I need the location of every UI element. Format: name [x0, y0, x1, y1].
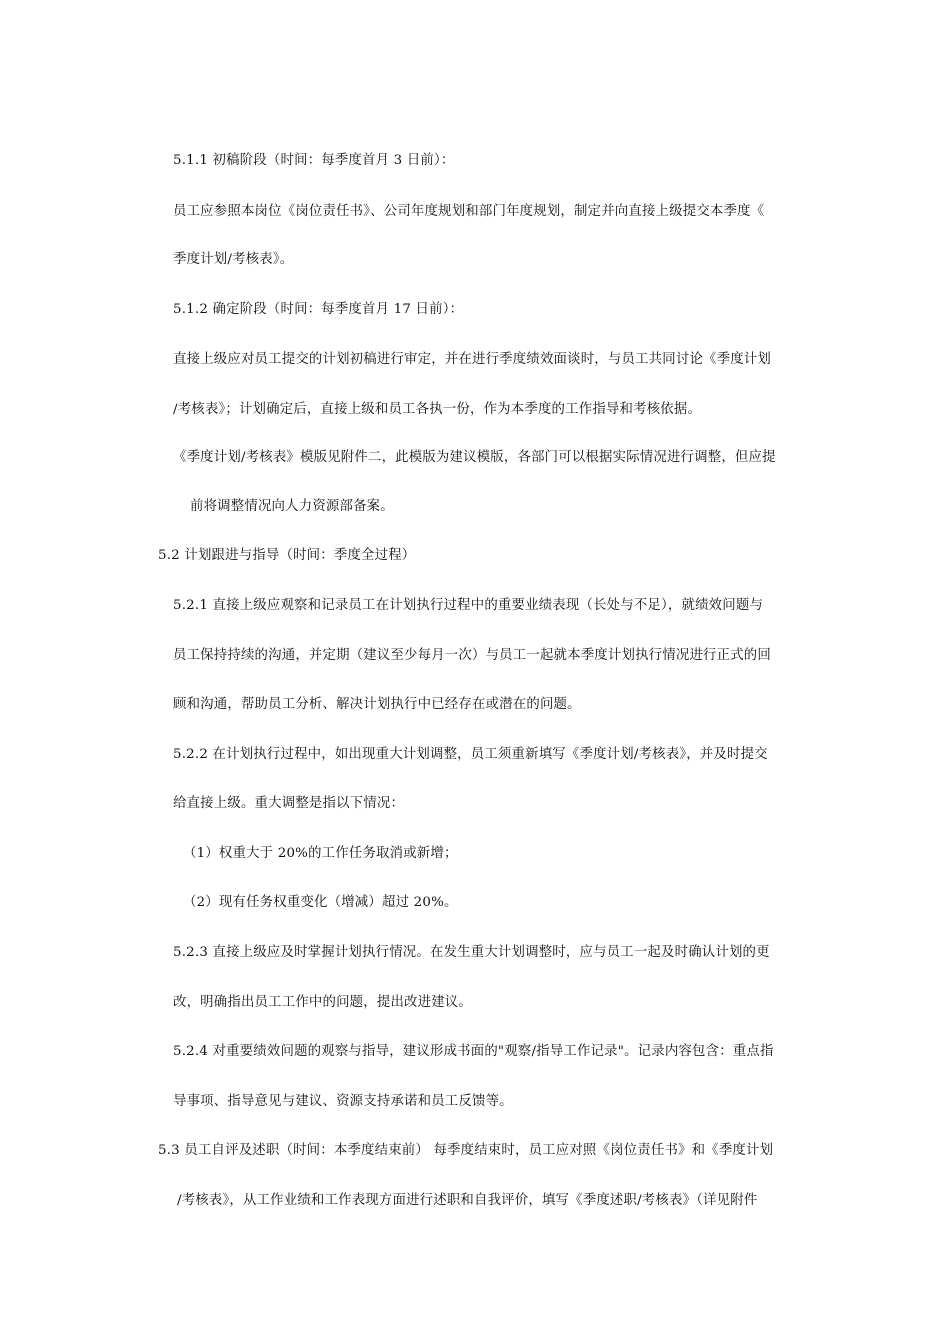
heading-5-1-1: 5.1.1 初稿阶段（时间：每季度首月 3 日前）：	[173, 153, 455, 168]
paragraph-line: /考核表》；计划确定后，直接上级和员工各执一份，作为本季度的工作指导和考核依据。	[173, 402, 702, 417]
list-item: （1）权重大于 20%的工作任务取消或新增；	[183, 846, 458, 861]
heading-5-1-2: 5.1.2 确定阶段（时间：每季度首月 17 日前）：	[173, 302, 464, 317]
paragraph-line: 员工应参照本岗位《岗位责任书》、公司年度规划和部门年度规划，制定并向直接上级提交本季度《	[173, 204, 765, 219]
paragraph-line: 《季度计划/考核表》模版见附件二，此模版为建议模版，各部门可以根据实际情况进行调整，但应提	[173, 450, 776, 465]
paragraph-line: /考核表》，从工作业绩和工作表现方面进行述职和自我评价，填写《季度述职/考核表》（详见附件	[177, 1193, 758, 1208]
paragraph-line: 前将调整情况向人力资源部备案。	[190, 499, 394, 514]
list-item: （2）现有任务权重变化（增减）超过 20%。	[183, 895, 458, 910]
paragraph-line: 导事项、指导意见与建议、资源支持承诺和员工反馈等。	[173, 1094, 513, 1109]
paragraph-line: 员工保持持续的沟通，并定期（建议至少每月一次）与员工一起就本季度计划执行情况进行正式的回	[173, 648, 771, 663]
heading-5-2: 5.2 计划跟进与指导（时间：季度全过程）	[158, 548, 416, 563]
heading-5-3: 5.3 员工自评及述职（时间：本季度结束前） 每季度结束时，员工应对照《岗位责任书》和《季度计划	[158, 1143, 774, 1158]
paragraph-5-2-1-line: 5.2.1 直接上级应观察和记录员工在计划执行过程中的重要业绩表现（长处与不足），就绩效问题与	[173, 598, 764, 613]
paragraph-line: 顾和沟通，帮助员工分析、解决计划执行中已经存在或潜在的问题。	[173, 697, 581, 712]
paragraph-line: 给直接上级。重大调整是指以下情况：	[173, 796, 405, 811]
paragraph-5-2-2-line: 5.2.2 在计划执行过程中，如出现重大计划调整，员工须重新填写《季度计划/考核表》，并及时提交	[173, 747, 768, 762]
paragraph-line: 季度计划/考核表》。	[173, 252, 294, 267]
paragraph-5-2-3-line: 5.2.3 直接上级应及时掌握计划执行情况。在发生重大计划调整时，应与员工一起及时确认计划的更	[173, 945, 770, 960]
paragraph-line: 直接上级应对员工提交的计划初稿进行审定，并在进行季度绩效面谈时，与员工共同讨论《季度计划	[173, 352, 771, 367]
paragraph-line: 改，明确指出员工工作中的问题，提出改进建议。	[173, 995, 472, 1010]
paragraph-5-2-4-line: 5.2.4 对重要绩效问题的观察与指导，建议形成书面的"观察/指导工作记录"。记录内容包含：重点指	[173, 1044, 774, 1059]
